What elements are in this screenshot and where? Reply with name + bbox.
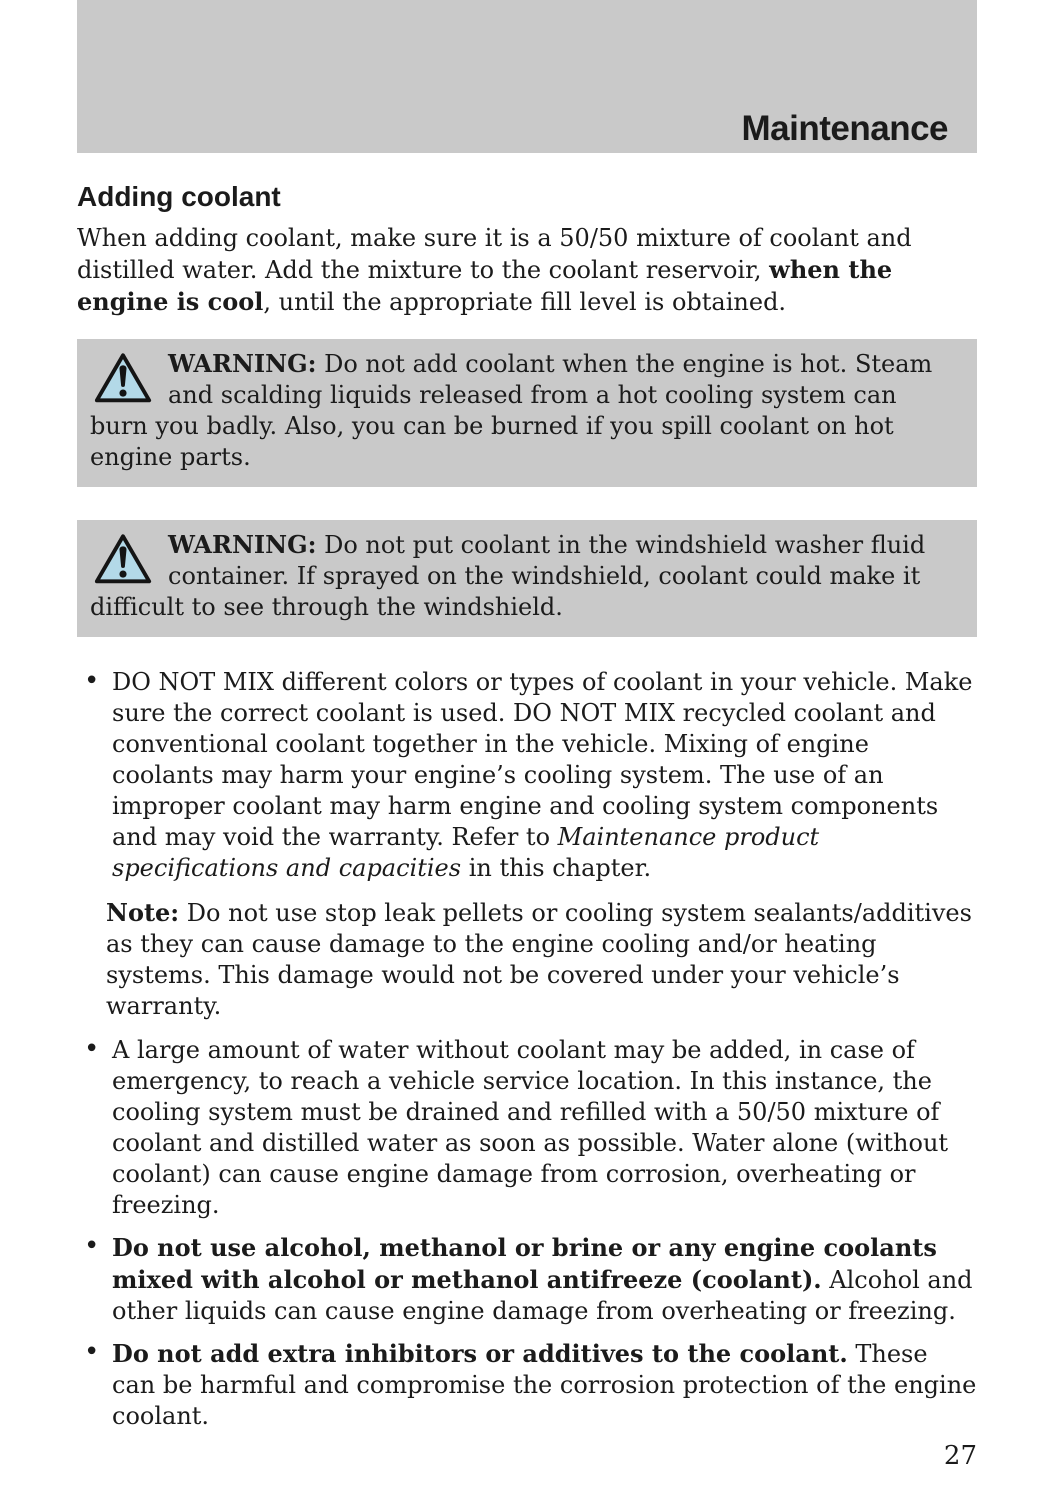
page-content: [77, 183, 977, 1469]
warning-text: WARNING: Do not add coolant when the engine is hot. Steam and scalding liquids released from a hot cooling system can burn you badly. Also, you can be burned if you spill coolant on hot engine parts.: [90, 349, 933, 471]
list-item-no-additives: • Do not add extra inhibitors or additives to the coolant. These can be harmful and compromise the corrosion protection of the engine coolant.: [77, 1338, 977, 1432]
note-paragraph: Note: Do not use stop leak pellets or cooling system sealants/additives as they can cause damage to the engine cooling and/or heating systems. This damage would not be covered under your vehicle’s warranty.: [106, 898, 972, 1020]
coolant-guidelines-list: [77, 667, 977, 1432]
list-item-do-not-mix: • DO NOT MIX different colors or types of coolant in your vehicle. Make sure the correct coolant is used. DO NOT MIX recycled coolant and conventional coolant together in the vehicle. Mixing of engine coolants may harm your engine’s cooling system. The use of an improper coolant may harm engine and cooling system components and may void the warranty. Refer to Maintenance product specifications and capacities in this chapter.: [77, 667, 977, 884]
intro-paragraph: When adding coolant, make sure it is a 50/50 mixture of coolant and distilled water. Add the mixture to the coolant reservoir, when the engine is cool, until the appropriate fill level is obtained.: [77, 224, 912, 316]
list-item-water-emergency: • A large amount of water without coolant may be added, in case of emergency, to reach a vehicle service location. In this instance, the cooling system must be drained and refilled with a 50/50 mixture of coolant and distilled water as soon as possible. Water alone (without coolant) can cause engine damage from corrosion, overheating or freezing.: [77, 1035, 977, 1221]
list-item-no-alcohol: • Do not use alcohol, methanol or brine or any engine coolants mixed with alcohol or methanol antifreeze (coolant). Alcohol and other liquids can cause engine damage from overheating or freezing.: [77, 1232, 977, 1327]
warning-text: WARNING: Do not put coolant in the windshield washer fluid container. If sprayed on the windshield, coolant could make it difficult to see through the windshield.: [90, 530, 926, 621]
warning-triangle-icon: [92, 531, 154, 588]
page-number: 27: [943, 1441, 977, 1471]
warning-box-hot-engine: [77, 339, 977, 487]
section-heading: Adding coolant: [77, 181, 281, 212]
chapter-title: Maintenance: [741, 109, 948, 148]
warning-box-washer-fluid: [77, 520, 977, 637]
chapter-header-band: [77, 0, 977, 153]
warning-triangle-icon: [92, 350, 154, 407]
